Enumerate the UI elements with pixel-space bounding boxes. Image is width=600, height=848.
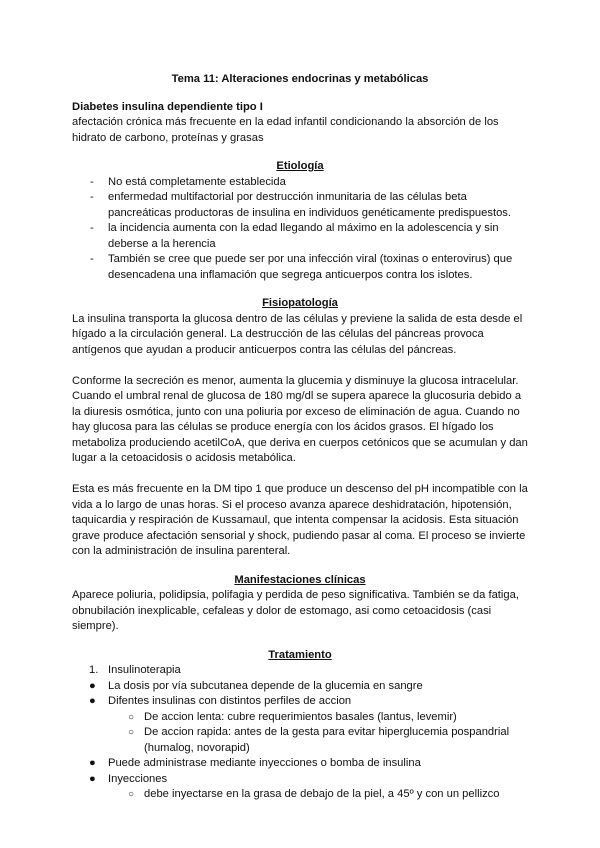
- list-marker: ●: [89, 695, 96, 707]
- paragraph: La insulina transporta la glucosa dentro de las células y previene la salida de esta desde el hígado a la circulación general. La destrucción de las células del páncreas provoca antígenos que ayudan a producir anticuerpos contra las células del páncreas.: [72, 312, 523, 356]
- list-item: [72, 756, 528, 772]
- list-item: [72, 663, 528, 679]
- list-marker: ○: [128, 711, 135, 723]
- paragraph: Esta es más frecuente en la DM tipo 1 que produce un descenso del pH incompatible con la vida a lo largo de unas horas. Si el proceso avanza aparece deshidratación, hipotensión, taquicardia y respiración de Kussamaul, que intenta compensar la acidosis. Esta situación grave produce afectación sensorial y shock, pudiendo pasar al coma. El proceso se invierte con la administración de insulina parenteral.: [72, 483, 528, 557]
- list-item: - También se cree que puede ser por una infección viral (toxinas o enterovirus) que desencadena una inflamación que segrega anticuerpos contra los islotes.: [72, 252, 528, 283]
- subtitle: Diabetes insulina dependiente tipo I: [72, 100, 263, 113]
- paragraph: Aparece poliuria, polidipsia, polifagia y perdida de peso significativa. También se da fatiga, obnubilación inexplicable, cefaleas y dolor de estomago, asi como cetoacidosis (casi siempre).: [72, 589, 519, 632]
- list-item: [72, 694, 528, 710]
- etiologia-list: [72, 175, 528, 284]
- list-item-text: De accion rapida: antes de la gesta para evitar hiperglucemia pospandrial (humalog, novorapid): [144, 726, 510, 754]
- list-marker: ●: [89, 757, 96, 769]
- intro-paragraph: afectación crónica más frecuente en la edad infantil condicionando la absorción de los hidrato de carbono, proteínas y grasas: [72, 116, 499, 144]
- list-item: - la incidencia aumenta con la edad llegando al máximo en la adolescencia y sin deberse a la herencia: [72, 221, 528, 252]
- list-marker: ○: [128, 789, 135, 800]
- paragraph: Conforme la secreción es menor, aumenta la glucemia y disminuye la glucosa intracelular. Cuando el umbral renal de glucosa de 180 mg/dl se supera aparece la glucosuria debido a la diuresis osmótica, junto con una poliuria por exceso de eliminación de agua. Cuando no hay glucosa para las células se produce energía con los ácidos grasos. El hígado los metaboliza produciendo acetilCoA, que deriva en cuerpos cetónicos que se acumulan y dan lugar a la cetoacidosis o acidosis metabólica.: [72, 374, 528, 464]
- manifestaciones-heading: Manifestaciones clínicas: [234, 573, 366, 586]
- list-item: [72, 772, 528, 788]
- list-item: - No está completamente establecida: [72, 175, 528, 191]
- list-item: [72, 710, 528, 726]
- list-item-text: debe inyectarse en la grasa de debajo de la piel, a 45º y con un pellizco: [144, 788, 500, 800]
- list-item-text: Difentes insulinas con distintos perfiles de accion: [108, 695, 352, 707]
- document-page: [72, 72, 528, 803]
- list-marker: 1.: [89, 664, 99, 676]
- list-item: [72, 725, 528, 756]
- document-title: Tema 11: Alteraciones endocrinas y metabólicas: [171, 73, 429, 85]
- list-item-text: Insulinoterapia: [108, 664, 181, 676]
- list-item: - enfermedad multifactorial por destrucción inmunitaria de las células beta pancreáticas productoras de insulina en individuos genéticamente predispuestos.: [72, 190, 528, 221]
- fisiopatologia-heading: Fisiopatología: [262, 297, 338, 309]
- list-item-text: De accion lenta: cubre requerimientos basales (lantus, levemir): [144, 710, 457, 723]
- list-item-text: Inyecciones: [108, 772, 168, 785]
- tratamiento-heading: Tratamiento: [268, 648, 332, 661]
- list-marker: ●: [89, 772, 96, 785]
- list-item: [72, 679, 528, 695]
- tratamiento-list: [72, 663, 528, 803]
- list-item: [72, 787, 528, 803]
- list-item-text: Puede administrase mediante inyecciones o bomba de insulina: [108, 757, 421, 769]
- list-item-text: La dosis por vía subcutanea depende de la glucemia en sangre: [108, 679, 423, 692]
- list-marker: ○: [128, 727, 135, 738]
- etiologia-heading: Etiología: [276, 160, 324, 172]
- list-marker: ●: [89, 679, 96, 692]
